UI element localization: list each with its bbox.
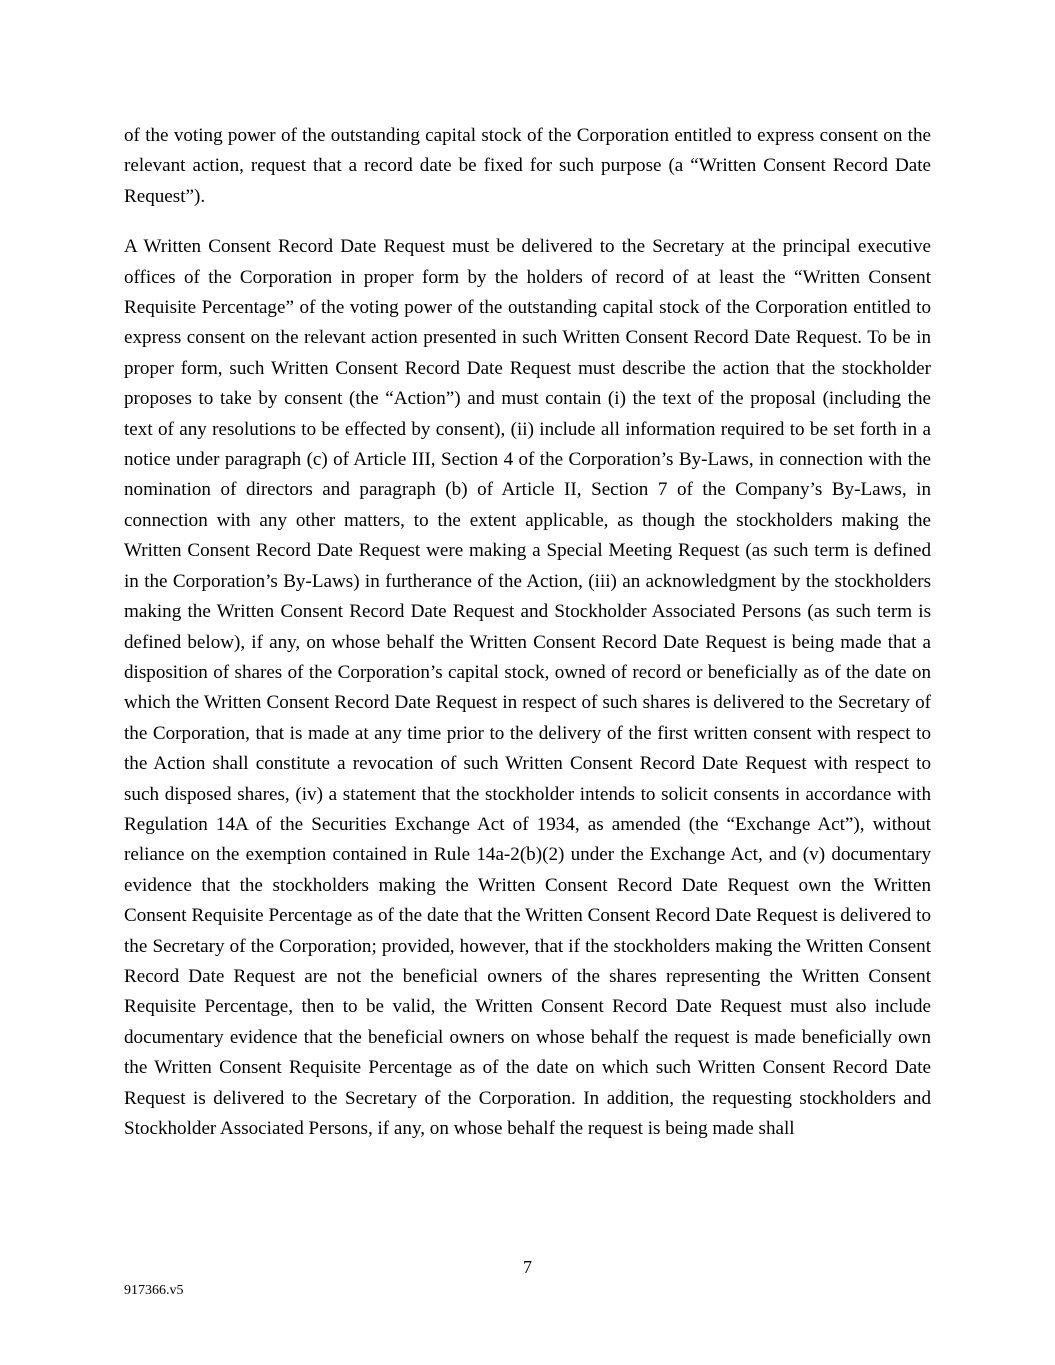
- page-number: 7: [523, 1257, 532, 1277]
- paragraph-continuation: of the voting power of the outstanding capital stock of the Corporation entitled to express consent on the relevant action, request that a record date be fixed for such purpose (a “Written Consent Record Date Request”).: [124, 125, 931, 207]
- paragraph-record-date-request: A Written Consent Record Date Request must be delivered to the Secretary at the principal executive offices of the Corporation in proper form by the holders of record of at least the “Written Consent Requisite Percentage” of the voting power of the outstanding capital stock of the Corporation entitled to express consent on the relevant action presented in such Written Consent Record Date Request. To be in proper form, such Written Consent Record Date Request must describe the action that the stockholder proposes to take by consent (the “Action”) and must contain (i) the text of the proposal (including the text of any resolutions to be effected by consent), (ii) include all information required to be set forth in a notice under paragraph (c) of Article III, Section 4 of the Corporation’s By-Laws, in connection with the nomination of directors and paragraph (b) of Article II, Section 7 of the Company’s By-Laws, in connection with any other matters, to the extent applicable, as though the stockholders making the Written Consent Record Date Request were making a Special Meeting Request (as such term is defined in the Corporation’s By-Laws) in furtherance of the Action, (iii) an acknowledgment by the stockholders making the Written Consent Record Date Request and Stockholder Associated Persons (as such term is defined below), if any, on whose behalf the Written Consent Record Date Request is being made that a disposition of shares of the Corporation’s capital stock, owned of record or beneficially as of the date on which the Written Consent Record Date Request in respect of such shares is delivered to the Secretary of the Corporation, that is made at any time prior to the delivery of the first written consent with respect to the Action shall constitute a revocation of such Written Consent Record Date Request with respect to such disposed shares, (iv) a statement that the stockholder intends to solicit consents in accordance with Regulation 14A of the Securities Exchange Act of 1934, as amended (the “Exchange Act”), without reliance on the exemption contained in Rule 14a-2(b)(2) under the Exchange Act, and (v) documentary evidence that the stockholders making the Written Consent Record Date Request own the Written Consent Requisite Percentage as of the date that the Written Consent Record Date Request is delivered to the Secretary of the Corporation; provided, however, that if the stockholders making the Written Consent Record Date Request are not the beneficial owners of the shares representing the Written Consent Requisite Percentage, then to be valid, the Written Consent Record Date Request must also include documentary evidence that the beneficial owners on whose behalf the request is made beneficially own the Written Consent Requisite Percentage as of the date on which such Written Consent Record Date Request is delivered to the Secretary of the Corporation. In addition, the requesting stockholders and Stockholder Associated Persons, if any, on whose behalf the request is being made shall: [124, 236, 931, 1139]
- document-id: 917366.v5: [124, 1283, 184, 1298]
- page-body: [124, 121, 931, 1144]
